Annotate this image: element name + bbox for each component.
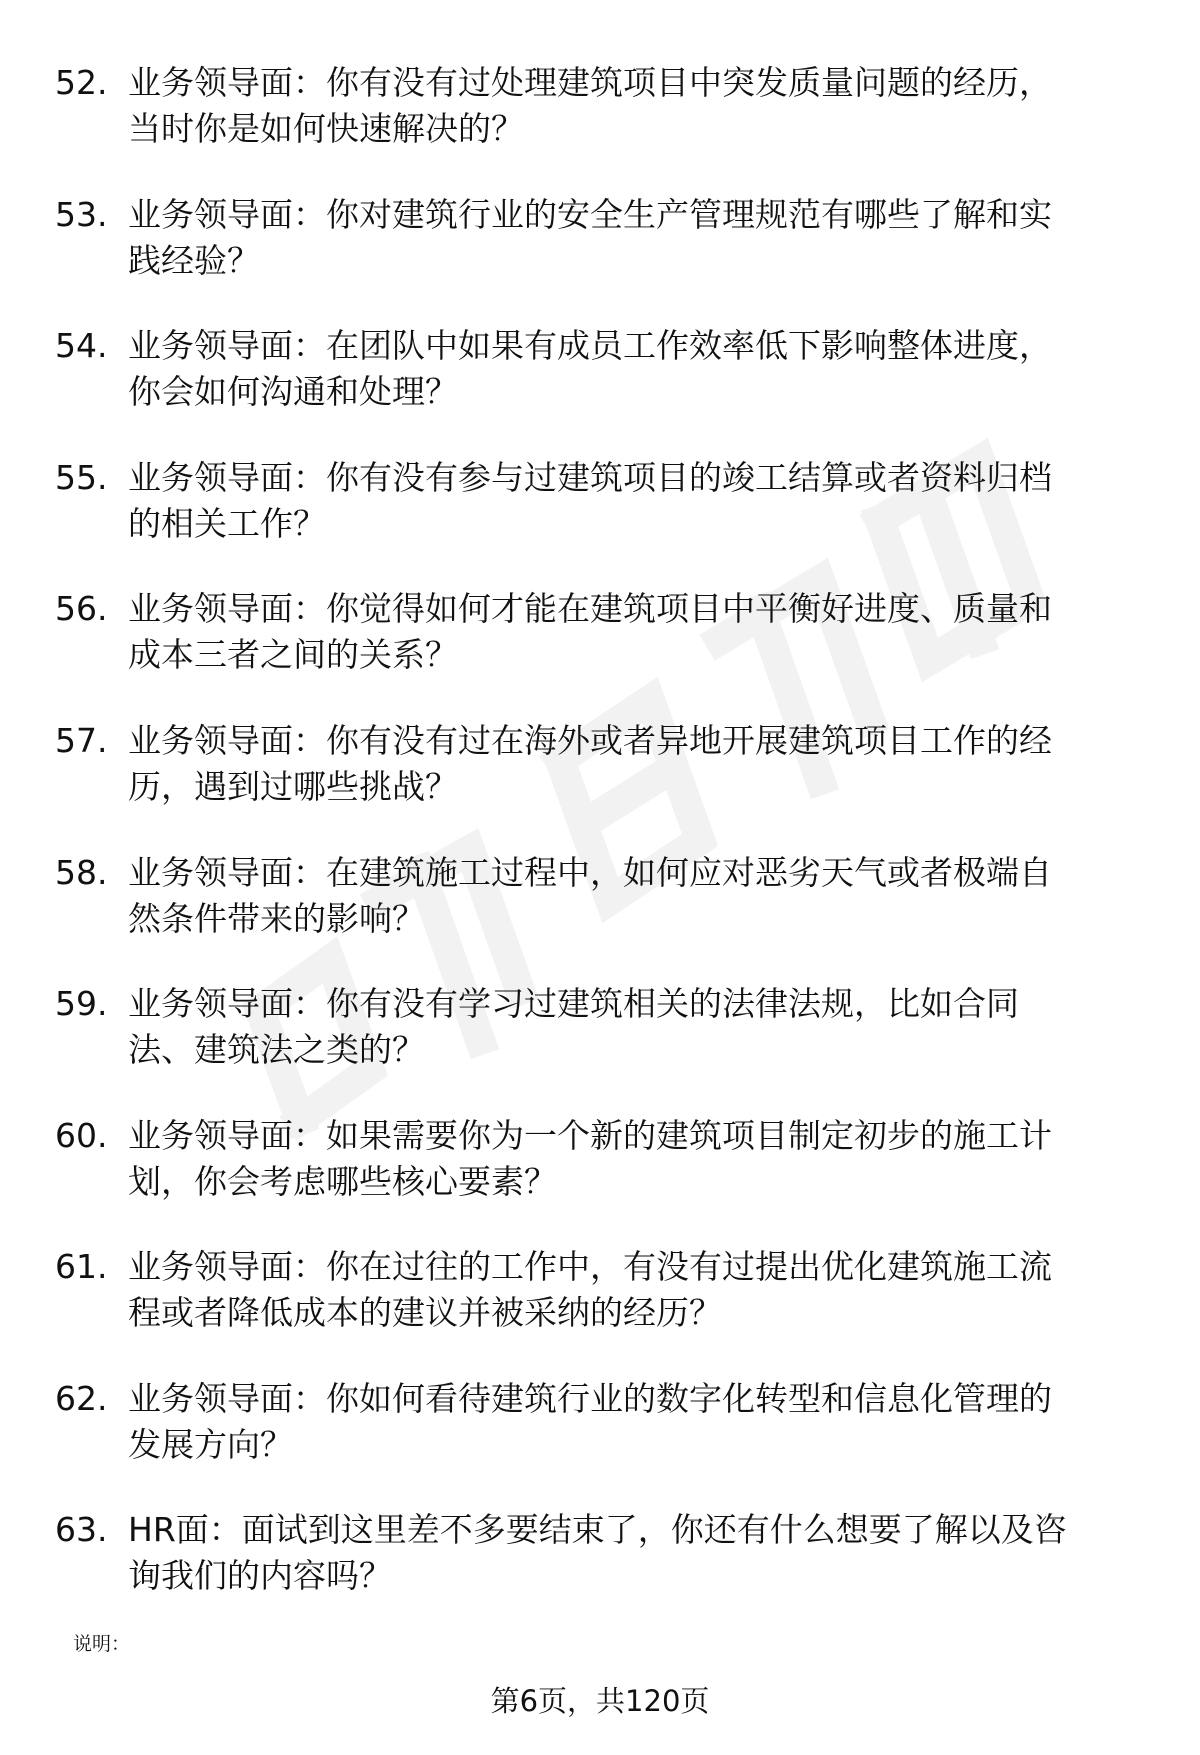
question-line: 业务领导面：你如何看待建筑行业的数字化转型和信息化管理的 [128,1379,1052,1418]
question-line: 业务领导面：你觉得如何才能在建筑项目中平衡好进度、质量和 [128,589,1052,628]
question-line: 业务领导面：你有没有参与过建筑项目的竣工结算或者资料归档 [128,458,1052,497]
question-number: 54. [55,326,108,365]
question-line: 询我们的内容吗？ [128,1556,392,1595]
question-line: 业务领导面：在团队中如果有成员工作效率低下影响整体进度， [128,326,1052,365]
question-text [128,323,1148,415]
question-line: 业务领导面：在建筑施工过程中，如何应对恶劣天气或者极端自 [128,853,1052,892]
question-number: 55. [55,458,108,497]
question-number: 59. [55,984,108,1023]
question-number: 56. [55,589,108,628]
question-line: 划，你会考虑哪些核心要素？ [128,1162,557,1201]
question-line: 然条件带来的影响？ [128,899,425,938]
question-text [128,1244,1148,1336]
question-line: 业务领导面：如果需要你为一个新的建筑项目制定初步的施工计 [128,1116,1052,1155]
question-line: 程或者降低成本的建议并被采纳的经历？ [128,1293,722,1332]
question-text [128,586,1148,678]
page-footer: 第6页，共120页 [490,1684,710,1718]
question-text [128,1507,1148,1599]
question-text [128,455,1148,547]
question-number: 52. [55,63,108,102]
question-line: 你会如何沟通和处理？ [128,372,458,411]
question-line: 践经验？ [128,241,260,280]
question-line: 业务领导面：你有没有过在海外或者异地开展建筑项目工作的经 [128,721,1052,760]
question-line: 业务领导面：你有没有学习过建筑相关的法律法规，比如合同 [128,984,1019,1023]
question-line: 发展方向？ [128,1425,293,1464]
question-number: 60. [55,1116,108,1155]
question-line: 法、建筑法之类的？ [128,1030,425,1069]
question-text [128,718,1148,810]
question-number: 57. [55,721,108,760]
question-text [128,192,1148,284]
question-number: 58. [55,853,108,892]
question-line: HR面：面试到这里差不多要结束了，你还有什么想要了解以及咨 [128,1510,1067,1549]
question-number: 63. [55,1510,108,1549]
question-line: 当时你是如何快速解决的？ [128,109,524,148]
question-line: 历，遇到过哪些挑战？ [128,767,458,806]
note-label: 说明： [73,1633,131,1655]
question-line: 业务领导面：你在过往的工作中，有没有过提出优化建筑施工流 [128,1247,1052,1286]
question-text [128,1376,1148,1468]
question-text [128,60,1148,152]
question-number: 62. [55,1379,108,1418]
question-line: 的相关工作？ [128,504,326,543]
question-number: 53. [55,195,108,234]
question-text [128,1113,1148,1205]
question-line: 成本三者之间的关系？ [128,635,458,674]
question-line: 业务领导面：你有没有过处理建筑项目中突发质量问题的经历， [128,63,1052,102]
question-text [128,850,1148,942]
question-text [128,981,1148,1073]
question-line: 业务领导面：你对建筑行业的安全生产管理规范有哪些了解和实 [128,195,1052,234]
question-number: 61. [55,1247,108,1286]
